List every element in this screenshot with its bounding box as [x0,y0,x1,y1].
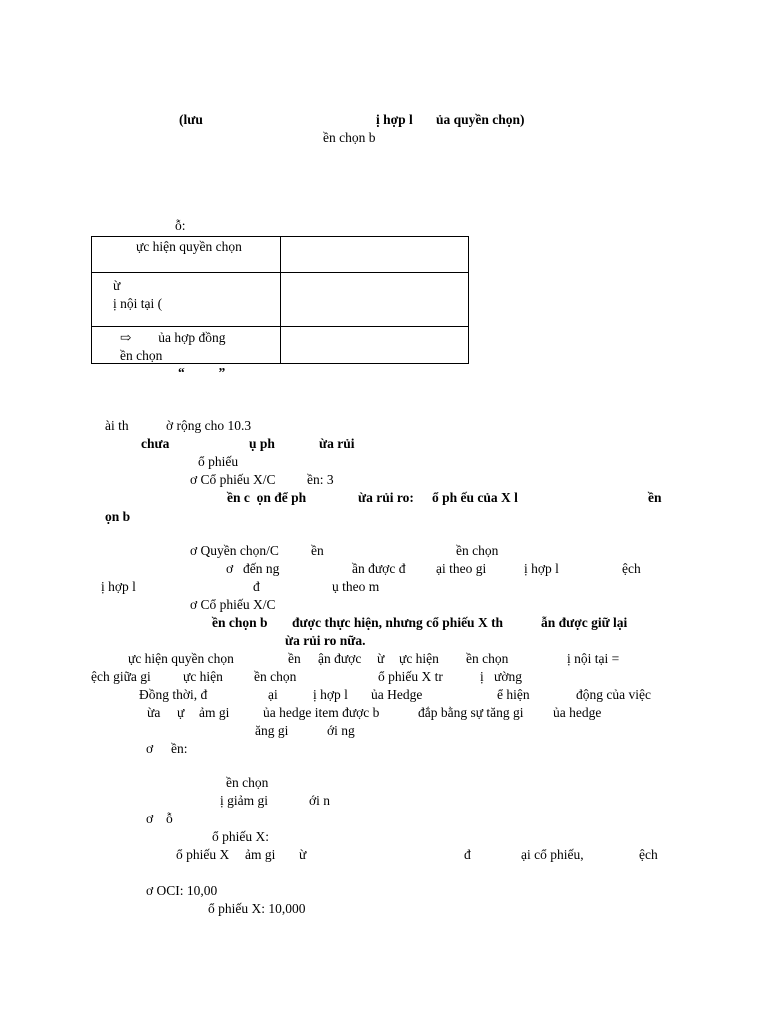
heading-part-2: ị hợp l [376,112,413,127]
text-line: ần được đ [352,561,406,576]
text-line: ệch [622,561,641,576]
text-line: ổ phiếu [198,454,239,469]
text-line: ể hiện [497,687,530,702]
table-cell-r2c1: ừ ị nội tại ( [113,278,163,311]
table-cell-r3c1: ⇨ ủa hợp đồng ền chọn [120,330,226,363]
text-line: ơ [226,561,234,576]
text-line: ờ rộng cho 10.3 [166,418,252,433]
text-line: ơ [146,811,154,826]
table-row-divider [92,272,468,273]
text-line: ị giảm gi [220,793,268,808]
table-caption: ỗ: [175,218,186,233]
text-line: ền: [171,741,188,756]
text-line: ền chọn [456,543,499,558]
text-line: ơ Quyền chọn/C [190,543,279,558]
text-line: đ [253,579,260,594]
text-line: ổ phiếu X: [212,829,269,844]
text-line: ự [177,705,185,720]
text-line: ực hiện [183,669,223,684]
text-line: ừa rủi ro: [358,490,414,505]
text-line: đ [464,847,471,862]
info-table [91,236,469,364]
text-line: ừa rủi ro nữa. [285,633,366,648]
text-line: ủa Hedge [371,687,423,702]
heading-part-1: (lưu [179,112,203,127]
text-line: ền [648,490,662,505]
text-line: ụ ph [249,436,275,451]
text-line: ổ phiếu X tr [378,669,443,684]
text-line: ơ Cổ phiếu X/C [190,472,276,487]
text-line: ền chọn b [212,615,268,630]
text-line: ổ phiếu X [176,847,230,862]
text-line: đắp bằng sự tăng gi [418,705,524,720]
text-line: ủa hedge item được b [263,705,380,720]
table-cell-r1c1: ực hiện quyền chọn [136,239,242,254]
text-line: ổ phiếu X: 10,000 [208,901,306,916]
text-line: ẫn được giữ lại [541,615,628,630]
text-line: ị hợp l [101,579,136,594]
text-line: ừa [147,705,161,720]
table-column-divider [280,237,281,363]
text-line: ệch giữa gi [91,669,151,684]
subheading: ền chọn b [323,130,376,145]
table-row-divider [92,326,468,327]
text-line: ài th [105,418,129,433]
text-line: ệch [639,847,658,862]
text-line: ền c ọn để ph [227,490,307,505]
text-line: được thực hiện, nhưng cổ phiếu X th [292,615,504,630]
text-line: ừa rủi [319,436,355,451]
text-line: ảm gi [245,847,276,862]
text-line: ền [288,651,301,666]
text-line: ị hợp l [524,561,559,576]
text-line: ền [311,543,324,558]
text-line: ơ OCI: 10,00 [146,883,218,898]
text-line: ền chọn [226,775,269,790]
text-line: ảm gi [199,705,230,720]
text-line: ỗ [166,811,173,826]
text-line: ụ theo m [332,579,380,594]
text-line: ị [480,669,484,684]
text-line: ừ [299,847,307,862]
text-line: ị hợp l [313,687,348,702]
text-line: ăng gi [255,723,289,738]
text-line: ổ ph ếu của X l [432,490,518,505]
text-line: ại [268,687,278,702]
text-line: ền chọn [466,651,509,666]
text-line: ận được [318,651,362,666]
text-line: ới ng [327,723,355,738]
text-line: ủa hedge [553,705,602,720]
text-line: ực hiện quyền chọn [128,651,234,666]
text-line: ới n [309,793,331,808]
heading-part-3: ủa quyền chọn) [436,112,525,127]
text-line: ại theo gi [436,561,487,576]
text-line: ị nội tại = [567,651,620,666]
text-line: ền: 3 [307,472,334,487]
text-line: ơ [146,741,154,756]
text-line: ại cổ phiếu, [521,847,584,862]
text-line: ường [494,669,522,684]
text-line: Đồng thời, đ [139,687,208,702]
text-line: ơ Cổ phiếu X/C [190,597,276,612]
text-line: động của việc [576,687,651,702]
text-line: ực hiện [399,651,439,666]
text-line: chưa [141,436,170,451]
text-line: ọn b [105,509,131,524]
text-line: đến ng [243,561,280,576]
text-line: ền chọn [254,669,297,684]
quote-marks: “ ” [178,365,226,380]
text-line: ừ [377,651,385,666]
